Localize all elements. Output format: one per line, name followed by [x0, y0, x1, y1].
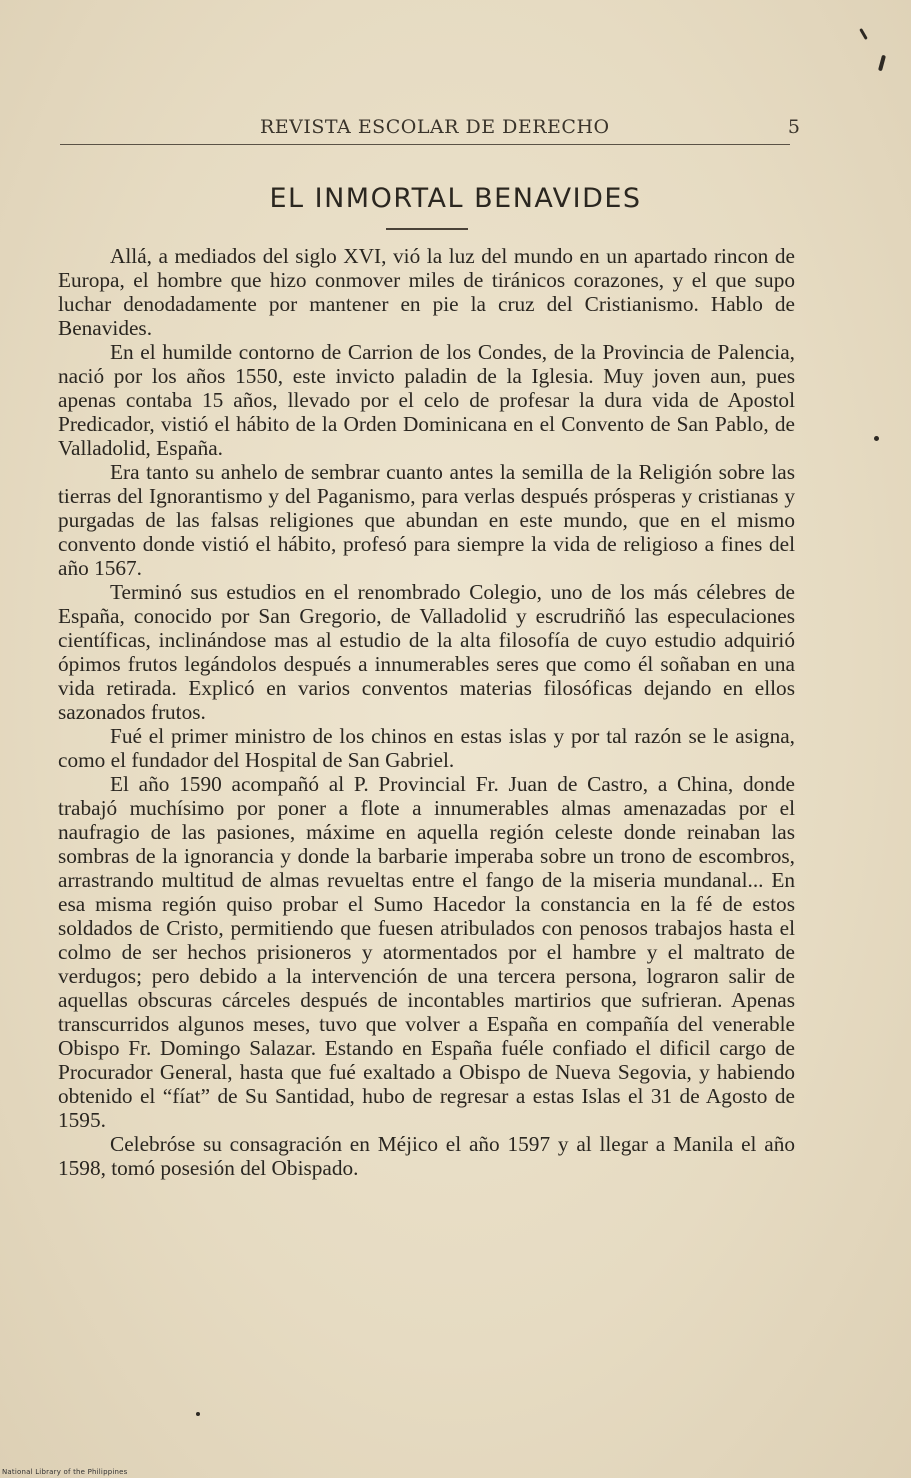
title-rule — [386, 228, 468, 230]
article-title: EL INMORTAL BENAVIDES — [269, 183, 642, 214]
library-credit: National Library of the Philippines — [2, 1468, 128, 1476]
header-rule — [60, 144, 790, 145]
paragraph: En el humilde contorno de Carrion de los Condes, de la Provincia de Palencia, nació por los años 1550, este invicto paladin de la Iglesia. Muy joven aun, pues apenas contaba 15 años, llevado por el celo de profesar la dura vida de Apostol Predicador, vistió el hábito de la Orden Dominicana en el Convento de San Pablo, de Valladolid, España. — [58, 340, 795, 460]
paragraph: El año 1590 acompañó al P. Provincial Fr. Juan de Castro, a China, donde trabajó muchísimo por poner a flote a innumerables almas amenazadas por el naufragio de las pasiones, máxime en aquella región celeste donde reinaban las sombras de la ignorancia y donde la barbarie imperaba sobre un trono de escombros, arrastrando multitud de almas revueltas entre el fango de la miseria mundanal... En esa misma región quiso probar el Sumo Hacedor la constancia en la fé de estos soldados de Cristo, permitiendo que fuesen atribulados con penosos trabajos hasta el colmo de ser hechos prisioneros y atormentados por el hambre y el maltrato de verdugos; pero debido a la intervención de una tercera persona, lograron salir de aquellas obscuras cárceles después de incontables martirios que sufrieran. Apenas transcurridos algunos meses, tuvo que volver a España en compañía del venerable Obispo Fr. Domingo Salazar. Estando en España fuéle confiado el dificil cargo de Procurador General, hasta que fué exaltado a Obispo de Nueva Segovia, y habiendo obtenido el “fíat” de Su Santidad, hubo de regresar a estas Islas el 31 de Agosto de 1595. — [58, 772, 795, 1132]
paragraph: Era tanto su anhelo de sembrar cuanto antes la semilla de la Religión sobre las tierras del Ignorantismo y del Paganismo, para verlas después prósperas y cristianas y purgadas de las falsas religiones que abundan en este mundo, que en el mismo convento donde vistió el hábito, profesó para siempre la vida de religioso a fines del año 1567. — [58, 460, 795, 580]
running-header — [60, 114, 805, 144]
scan-speck — [874, 436, 879, 441]
article-body — [58, 244, 795, 1180]
page-number: 5 — [787, 116, 800, 138]
paragraph: Celebróse su consagración en Méjico el año 1597 y al llegar a Manila el año 1598, tomó posesión del Obispado. — [58, 1132, 795, 1180]
scan-speck — [196, 1412, 200, 1416]
paragraph: Terminó sus estudios en el renombrado Colegio, uno de los más célebres de España, conocido por San Gregorio, de Valladolid y escrudriñó las especulaciones científicas, inclinándose mas al estudio de la alta filosofía de cuyo estudio adquirió ópimos frutos legándolos después a innumerables seres que como él soñaban en una vida retirada. Explicó en varios conventos materias filosóficas dejando en ellos sazonados frutos. — [58, 580, 795, 724]
scan-speck — [878, 55, 886, 71]
paragraph: Allá, a mediados del siglo XVI, vió la luz del mundo en un apartado rincon de Europa, el hombre que hizo conmover miles de tiránicos corazones, y el que supo luchar denodadamente por mantener en pie la cruz del Cristianismo. Hablo de Benavides. — [58, 244, 795, 340]
paragraph: Fué el primer ministro de los chinos en estas islas y por tal razón se le asigna, como el fundador del Hospital de San Gabriel. — [58, 724, 795, 772]
scan-speck — [859, 28, 868, 40]
journal-name: REVISTA ESCOLAR DE DERECHO — [260, 116, 610, 138]
